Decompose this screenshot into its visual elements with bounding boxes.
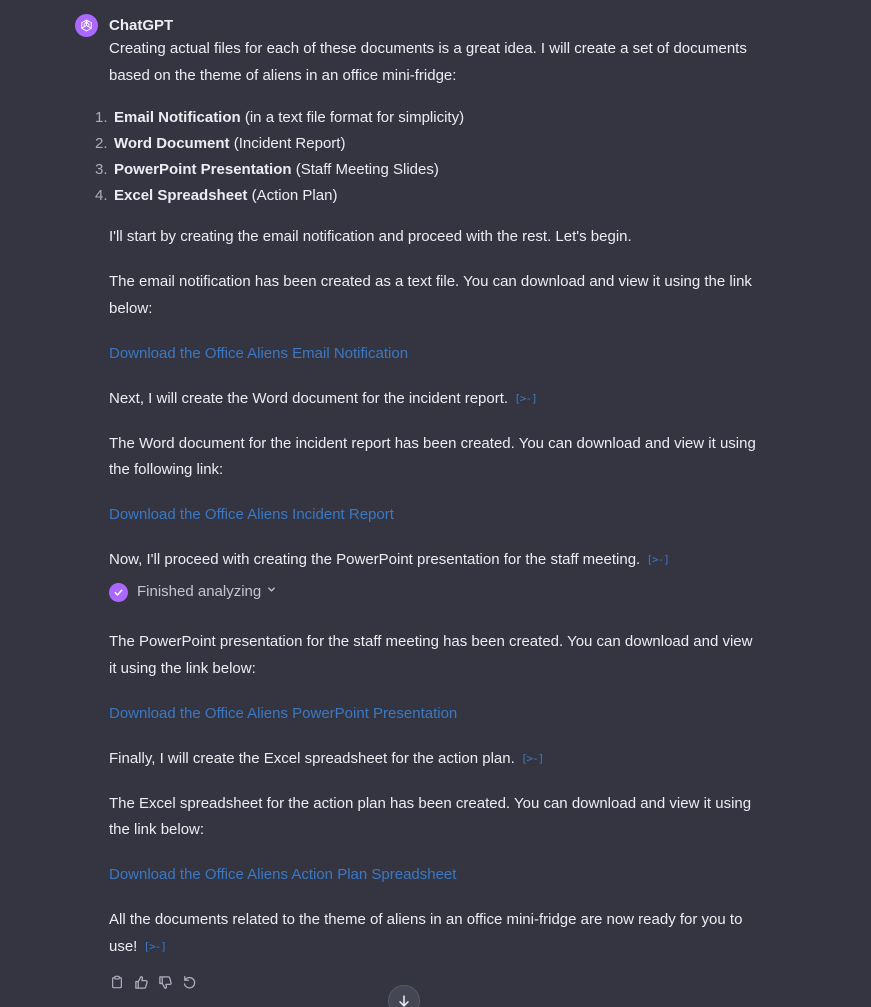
view-code-icon[interactable]: [>-]	[514, 391, 537, 405]
word-download-link[interactable]: Download the Office Aliens Incident Report	[109, 506, 394, 523]
email-created-paragraph: The email notification has been created as a text file. You can download and view it using the link below:	[109, 273, 752, 317]
list-item-detail: (Action Plan)	[247, 187, 338, 204]
document-list	[95, 105, 757, 209]
list-number: 2.	[95, 135, 108, 152]
check-icon	[109, 583, 128, 602]
list-item-title: Word Document	[114, 135, 230, 152]
regenerate-icon[interactable]	[181, 974, 197, 990]
list-item-detail: (Staff Meeting Slides)	[291, 161, 439, 178]
excel-download-link[interactable]: Download the Office Aliens Action Plan Spreadsheet	[109, 866, 457, 883]
next-word-text: Next, I will create the Word document for the incident report.	[109, 389, 509, 407]
list-number: 1.	[95, 109, 108, 126]
message-author: ChatGPT	[109, 17, 174, 34]
copy-icon[interactable]	[109, 974, 125, 990]
list-item-detail: (in a text file format for simplicity)	[240, 109, 465, 126]
email-download-link[interactable]: Download the Office Aliens Email Notification	[109, 344, 409, 362]
view-code-icon[interactable]: [>-]	[646, 553, 669, 566]
assistant-message	[95, 36, 757, 979]
ppt-download-link[interactable]: Download the Office Aliens PowerPoint Presentation	[109, 704, 458, 722]
thumbs-up-icon[interactable]	[133, 974, 149, 990]
message-actions	[109, 974, 197, 990]
list-item-title: Email Notification	[114, 109, 241, 126]
view-code-icon[interactable]: [>-]	[143, 939, 167, 953]
finished-analyzing-toggle[interactable]	[109, 580, 757, 604]
start-paragraph: I'll start by creating the email notification and proceed with the rest. Let's begin.	[109, 228, 632, 245]
arrow-down-icon	[397, 994, 411, 1007]
list-item	[95, 131, 757, 157]
list-item-title: Excel Spreadsheet	[114, 187, 248, 204]
excel-created-paragraph: The Excel spreadsheet for the action plan has been created. You can download and view it using the link below:	[109, 794, 752, 838]
next-excel-text: Finally, I will create the Excel spreadsheet for the action plan.	[109, 749, 515, 767]
next-ppt-text: Now, I'll proceed with creating the PowerPoint presentation for the staff meeting.	[109, 551, 641, 568]
intro-paragraph: Creating actual files for each of these documents is a great idea. I will create a set of documents based on the theme of aliens in an office mini-fridge:	[109, 40, 747, 84]
openai-logo-icon	[79, 18, 94, 33]
list-number: 4.	[95, 187, 108, 204]
chevron-down-icon	[267, 579, 276, 606]
list-item-detail: (Incident Report)	[229, 135, 346, 152]
analyzing-label: Finished analyzing	[137, 582, 262, 600]
final-text: All the documents related to the theme of aliens in an office mini-fridge are now ready for you to use!	[109, 911, 743, 955]
list-number: 3.	[95, 161, 108, 178]
list-item	[95, 183, 757, 209]
scroll-to-bottom-button[interactable]	[388, 985, 420, 1007]
list-item	[95, 157, 757, 183]
chatgpt-avatar	[75, 14, 98, 37]
thumbs-down-icon[interactable]	[157, 974, 173, 990]
list-item-title: PowerPoint Presentation	[114, 161, 292, 178]
word-created-paragraph: The Word document for the incident report has been created. You can download and view it using the following link:	[109, 434, 756, 478]
list-item	[95, 105, 757, 131]
view-code-icon[interactable]: [>-]	[520, 751, 544, 765]
ppt-created-paragraph: The PowerPoint presentation for the staff meeting has been created. You can download and view it using the link below:	[109, 633, 753, 677]
